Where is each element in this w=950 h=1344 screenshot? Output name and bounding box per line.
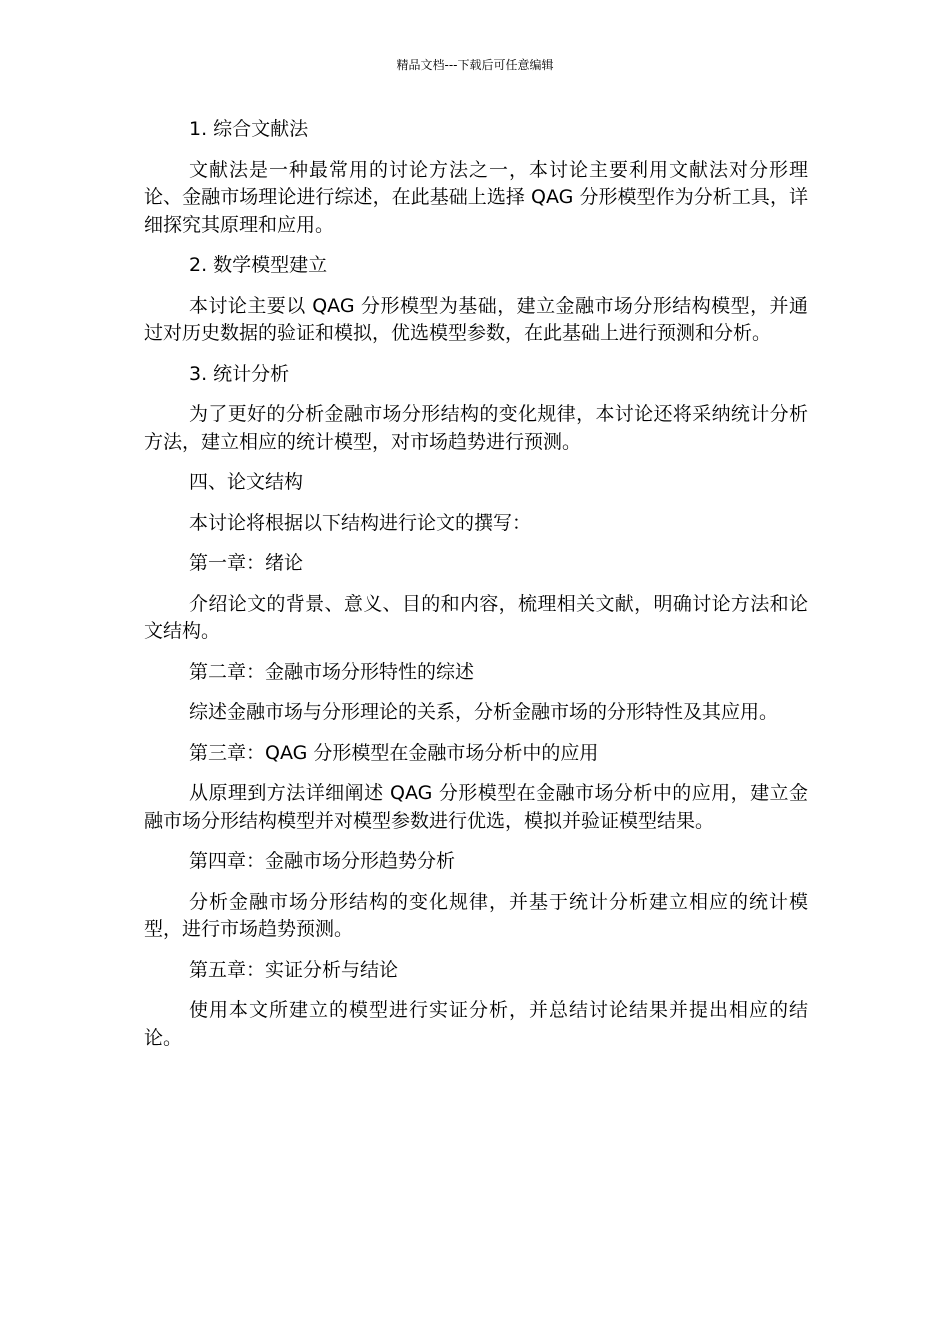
chapter-4-title: 第四章：金融市场分形趋势分析 — [189, 850, 456, 872]
page-header: 精品文档---下载后可任意编辑 — [396, 58, 554, 72]
section-heading-thesis-structure: 四、论文结构 — [189, 471, 304, 493]
chapter-2-description: 综述金融市场与分形理论的关系，分析金融市场的分形特性及其应用。 — [189, 701, 779, 723]
chapter-5-title: 第五章：实证分析与结论 — [189, 958, 399, 981]
chapter-1-title: 第一章：绪论 — [189, 552, 304, 574]
paragraph-math-model: 本讨论主要以 QAG 分形模型为基础，建立金融市场分形结构模型，并通过对历史数据的验证和模拟，优选模型参数，在此基础上进行预测和分析。 — [144, 294, 808, 344]
section-heading-literature-method: 1. 综合文献法 — [189, 118, 309, 140]
paragraph-literature-method: 文献法是一种最常用的讨论方法之一，本讨论主要利用文献法对分形理论、金融市场理论进行综述，在此基础上选择 QAG 分形模型作为分析工具，详细探究其原理和应用。 — [144, 158, 808, 236]
chapter-3-title: 第三章：QAG 分形模型在金融市场分析中的应用 — [189, 741, 599, 764]
chapter-3-description: 从原理到方法详细阐述 QAG 分形模型在金融市场分析中的应用，建立金融市场分形结构模型并对模型参数进行优选，模拟并验证模型结果。 — [144, 782, 808, 832]
paragraph-statistics: 为了更好的分析金融市场分形结构的变化规律，本讨论还将采纳统计分析方法，建立相应的统计模型，对市场趋势进行预测。 — [144, 403, 808, 453]
chapter-2-title: 第二章：金融市场分形特性的综述 — [189, 660, 475, 683]
paragraph-thesis-structure-intro: 本讨论将根据以下结构进行论文的撰写： — [189, 511, 532, 534]
document-body — [144, 116, 808, 1065]
section-heading-math-model: 2. 数学模型建立 — [189, 254, 328, 276]
chapter-1-description: 介绍论文的背景、意义、目的和内容，梳理相关文献，明确讨论方法和论文结构。 — [144, 592, 808, 642]
section-heading-statistics: 3. 统计分析 — [189, 362, 290, 385]
chapter-4-description: 分析金融市场分形结构的变化规律，并基于统计分析建立相应的统计模型，进行市场趋势预测。 — [144, 890, 808, 940]
chapter-5-description: 使用本文所建立的模型进行实证分析，并总结讨论结果并提出相应的结论。 — [144, 999, 808, 1049]
